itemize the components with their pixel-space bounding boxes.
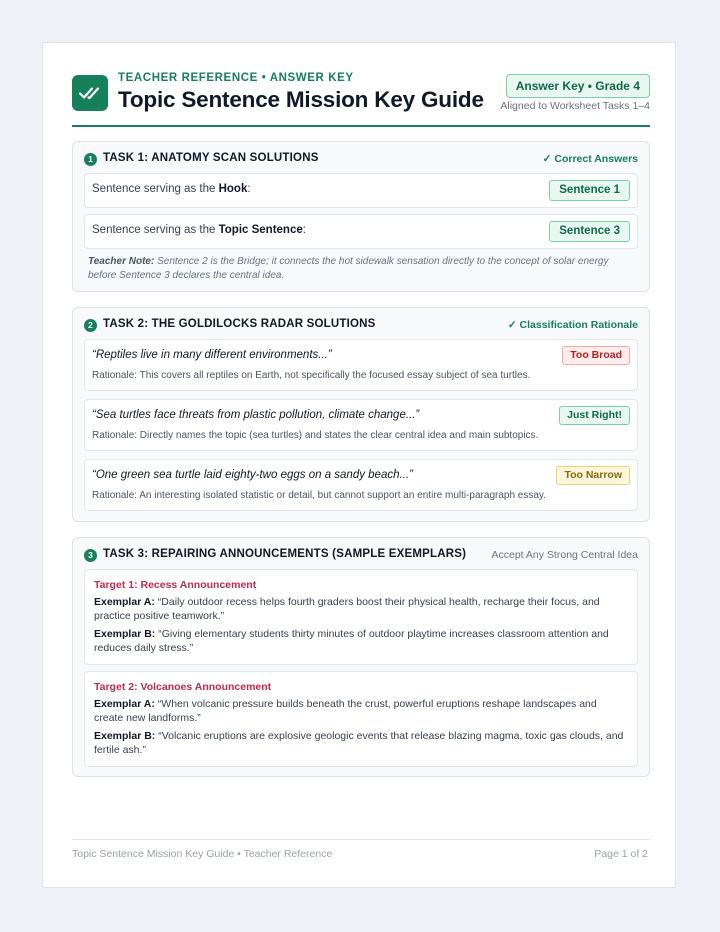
task3-number-badge: 3 bbox=[84, 549, 97, 562]
list-item bbox=[84, 459, 638, 511]
task1-header bbox=[84, 152, 638, 168]
exemplar-a: Exemplar A: “When volcanic pressure builds beneath the crust, powerful eruptions reshape landscapes and create new landforms.” bbox=[94, 698, 597, 724]
footer-title: Topic Sentence Mission Key Guide • Teacher Reference bbox=[72, 848, 333, 860]
grade-badge: Answer Key • Grade 4 bbox=[506, 74, 650, 98]
header-kicker: TEACHER REFERENCE • ANSWER KEY bbox=[118, 72, 354, 84]
task1-card bbox=[72, 141, 650, 292]
sentence-quote: “One green sea turtle laid eighty-two eggs on a sandy beach...” bbox=[92, 469, 413, 481]
exemplar-b: Exemplar B: “Giving elementary students thirty minutes of outdoor playtime increases classroom attention and reduces daily stress.” bbox=[94, 628, 609, 654]
target-volcanoes-card bbox=[84, 671, 638, 767]
page-title: Topic Sentence Mission Key Guide bbox=[118, 87, 484, 112]
header-divider bbox=[72, 125, 650, 127]
sentence-quote: “Sea turtles face threats from plastic pollution, climate change...” bbox=[92, 409, 420, 421]
list-item bbox=[84, 399, 638, 451]
alignment-note: Aligned to Worksheet Tasks 1–4 bbox=[500, 100, 650, 112]
target-title: Target 1: Recess Announcement bbox=[94, 579, 257, 591]
list-item bbox=[84, 339, 638, 391]
verdict-badge-too-narrow: Too Narrow bbox=[556, 466, 630, 485]
task1-title: TASK 1: ANATOMY SCAN SOLUTIONS bbox=[103, 152, 319, 164]
hook-row-label: Sentence serving as the Hook: bbox=[92, 183, 251, 195]
verdict-badge-just-right: Just Right! bbox=[559, 406, 630, 425]
footer-divider bbox=[72, 839, 650, 840]
target-title: Target 2: Volcanoes Announcement bbox=[94, 681, 272, 693]
task1-tag: ✓ Correct Answers bbox=[542, 153, 638, 165]
sentence-quote: “Reptiles live in many different environments...” bbox=[92, 349, 332, 361]
task3-card bbox=[72, 537, 650, 777]
verdict-badge-too-broad: Too Broad bbox=[562, 346, 630, 365]
rationale-text: Rationale: Directly names the topic (sea turtles) and states the clear central idea and main subtopics. bbox=[92, 430, 539, 441]
task3-header bbox=[84, 548, 638, 564]
task2-number-badge: 2 bbox=[84, 319, 97, 332]
double-check-icon bbox=[72, 75, 108, 111]
topic-answer-pill: Sentence 3 bbox=[549, 221, 630, 242]
task1-number-badge: 1 bbox=[84, 153, 97, 166]
task2-header bbox=[84, 318, 638, 334]
exemplar-a: Exemplar A: “Daily outdoor recess helps fourth graders boost their physical health, recharge their focus, and practice positive teamwork.” bbox=[94, 596, 600, 622]
page-header bbox=[72, 70, 650, 126]
topic-row-label: Sentence serving as the Topic Sentence: bbox=[92, 224, 306, 236]
topic-sentence-answer-row bbox=[84, 214, 638, 249]
teacher-note: Teacher Note: Sentence 2 is the Bridge; it connects the hot sidewalk sensation directly to the concept of solar energy before Sentence 3 declares the central idea. bbox=[88, 256, 609, 281]
hook-answer-pill: Sentence 1 bbox=[549, 180, 630, 201]
page-number: Page 1 of 2 bbox=[594, 848, 648, 860]
task3-tag: Accept Any Strong Central Idea bbox=[491, 549, 638, 561]
task2-tag: ✓ Classification Rationale bbox=[507, 319, 638, 331]
answer-key-page bbox=[42, 42, 676, 888]
task2-title: TASK 2: THE GOLDILOCKS RADAR SOLUTIONS bbox=[103, 318, 376, 330]
rationale-text: Rationale: This covers all reptiles on Earth, not specifically the focused essay subject of sea turtles. bbox=[92, 370, 531, 381]
exemplar-b: Exemplar B: “Volcanic eruptions are explosive geologic events that release blazing magma, toxic gas clouds, and fertile ash.” bbox=[94, 730, 624, 756]
task3-title: TASK 3: REPAIRING ANNOUNCEMENTS (SAMPLE EXEMPLARS) bbox=[103, 548, 467, 560]
hook-answer-row bbox=[84, 173, 638, 208]
rationale-text: Rationale: An interesting isolated statistic or detail, but cannot support an entire multi-paragraph essay. bbox=[92, 490, 546, 501]
task2-card bbox=[72, 307, 650, 522]
target-recess-card bbox=[84, 569, 638, 665]
